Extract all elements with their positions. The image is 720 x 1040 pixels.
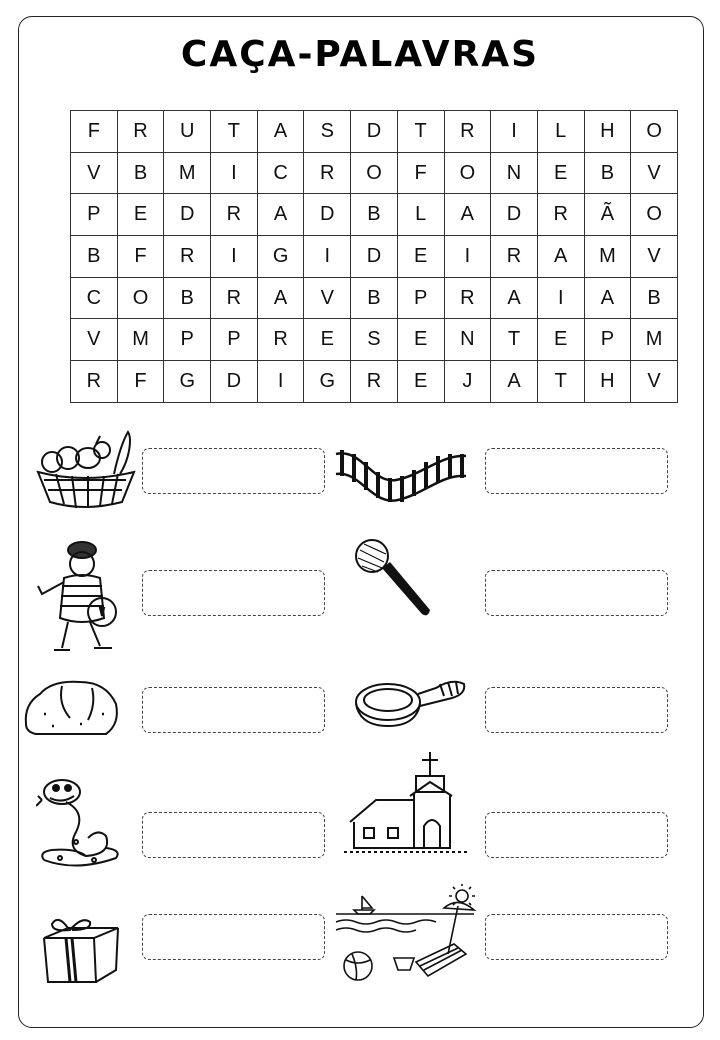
fruit-basket-icon [30, 428, 138, 514]
grid-row [71, 152, 678, 194]
answer-box-microphone[interactable] [485, 570, 668, 616]
grid-cell[interactable]: R [537, 194, 584, 236]
grid-cell[interactable]: M [631, 319, 678, 361]
grid-cell[interactable]: C [71, 277, 118, 319]
rock-icon [22, 674, 122, 738]
grid-cell[interactable]: H [584, 111, 631, 153]
grid-cell[interactable]: G [304, 361, 351, 403]
grid-cell[interactable]: B [351, 277, 398, 319]
answer-box-snake[interactable] [142, 812, 325, 858]
grid-cell[interactable]: B [351, 194, 398, 236]
church-icon [340, 748, 472, 858]
grid-row [71, 319, 678, 361]
grid-cell[interactable]: D [211, 361, 258, 403]
grid-cell[interactable]: R [491, 236, 538, 278]
answer-box-gift[interactable] [142, 914, 325, 960]
grid-cell[interactable]: A [257, 277, 304, 319]
grid-row [71, 277, 678, 319]
grid-cell[interactable]: E [537, 152, 584, 194]
grid-cell[interactable]: E [397, 319, 444, 361]
grid-cell[interactable]: Ã [584, 194, 631, 236]
beach-icon [334, 884, 478, 984]
grid-cell[interactable]: H [584, 361, 631, 403]
grid-cell[interactable]: P [71, 194, 118, 236]
grid-cell[interactable]: S [351, 319, 398, 361]
grid-cell[interactable]: D [304, 194, 351, 236]
grid-cell[interactable]: N [444, 319, 491, 361]
grid-cell[interactable]: B [117, 152, 164, 194]
grid-row [71, 194, 678, 236]
grid-cell[interactable]: L [397, 194, 444, 236]
grid-row [71, 111, 678, 153]
grid-cell[interactable]: I [304, 236, 351, 278]
grid-cell[interactable]: P [164, 319, 211, 361]
answer-box-thief[interactable] [142, 570, 325, 616]
grid-cell[interactable]: E [304, 319, 351, 361]
grid-cell[interactable]: U [164, 111, 211, 153]
grid-cell[interactable]: T [397, 111, 444, 153]
answer-box-frying-pan[interactable] [485, 687, 668, 733]
frying-pan-icon [352, 676, 468, 732]
grid-row [71, 361, 678, 403]
grid-cell[interactable]: A [491, 277, 538, 319]
grid-cell[interactable]: P [584, 319, 631, 361]
grid-cell[interactable]: R [71, 361, 118, 403]
grid-cell[interactable]: R [211, 194, 258, 236]
grid-cell[interactable]: O [631, 194, 678, 236]
grid-cell[interactable]: I [257, 361, 304, 403]
grid-cell[interactable]: A [257, 194, 304, 236]
grid-cell[interactable]: F [397, 152, 444, 194]
grid-cell[interactable]: E [397, 361, 444, 403]
thief-icon [34, 538, 120, 660]
grid-cell[interactable]: V [71, 152, 118, 194]
grid-cell[interactable]: V [631, 361, 678, 403]
answer-box-beach[interactable] [485, 914, 668, 960]
grid-cell[interactable]: R [164, 236, 211, 278]
grid-cell[interactable]: B [584, 152, 631, 194]
grid-cell[interactable]: I [537, 277, 584, 319]
grid-cell[interactable]: D [164, 194, 211, 236]
grid-cell[interactable]: F [117, 361, 164, 403]
answer-box-church[interactable] [485, 812, 668, 858]
grid-cell[interactable]: B [164, 277, 211, 319]
grid-cell[interactable]: R [444, 111, 491, 153]
grid-cell[interactable]: A [491, 361, 538, 403]
grid-cell[interactable]: A [537, 236, 584, 278]
grid-cell[interactable]: P [397, 277, 444, 319]
answer-box-railroad[interactable] [485, 448, 668, 494]
grid-cell[interactable]: S [304, 111, 351, 153]
grid-cell[interactable]: G [164, 361, 211, 403]
grid-cell[interactable]: M [117, 319, 164, 361]
grid-cell[interactable]: B [631, 277, 678, 319]
grid-cell[interactable]: I [211, 236, 258, 278]
grid-cell[interactable]: I [211, 152, 258, 194]
grid-cell[interactable]: E [397, 236, 444, 278]
railroad-track-icon [332, 444, 470, 510]
grid-cell[interactable]: M [584, 236, 631, 278]
answer-box-fruit-basket[interactable] [142, 448, 325, 494]
grid-cell[interactable]: D [351, 236, 398, 278]
grid-cell[interactable]: V [631, 152, 678, 194]
grid-cell[interactable]: R [257, 319, 304, 361]
grid-row [71, 236, 678, 278]
grid-cell[interactable]: M [164, 152, 211, 194]
grid-cell[interactable]: B [71, 236, 118, 278]
grid-cell[interactable]: R [211, 277, 258, 319]
grid-cell[interactable]: A [584, 277, 631, 319]
grid-cell[interactable]: I [491, 111, 538, 153]
grid-cell[interactable]: O [444, 152, 491, 194]
grid-cell[interactable]: O [351, 152, 398, 194]
grid-cell[interactable]: T [491, 319, 538, 361]
grid-cell[interactable]: J [444, 361, 491, 403]
word-search-grid [70, 110, 678, 403]
grid-cell[interactable]: O [631, 111, 678, 153]
grid-cell[interactable]: P [211, 319, 258, 361]
grid-cell[interactable]: A [444, 194, 491, 236]
grid-cell[interactable]: A [257, 111, 304, 153]
grid-cell[interactable]: C [257, 152, 304, 194]
grid-cell[interactable]: T [537, 361, 584, 403]
grid-cell[interactable]: R [444, 277, 491, 319]
microphone-icon [352, 536, 434, 620]
grid-cell[interactable]: R [351, 361, 398, 403]
grid-cell[interactable]: N [491, 152, 538, 194]
grid-cell[interactable]: G [257, 236, 304, 278]
answer-box-rock[interactable] [142, 687, 325, 733]
grid-cell[interactable]: E [537, 319, 584, 361]
grid-cell[interactable]: F [117, 236, 164, 278]
grid-cell[interactable]: D [491, 194, 538, 236]
grid-cell[interactable]: D [351, 111, 398, 153]
snake-icon [36, 772, 122, 876]
grid-cell[interactable]: E [117, 194, 164, 236]
grid-cell[interactable]: L [537, 111, 584, 153]
grid-cell[interactable]: R [304, 152, 351, 194]
grid-cell[interactable]: V [631, 236, 678, 278]
grid-cell[interactable]: I [444, 236, 491, 278]
grid-cell[interactable]: O [117, 277, 164, 319]
gift-box-icon [38, 914, 122, 986]
grid-cell[interactable]: T [211, 111, 258, 153]
grid-cell[interactable]: V [304, 277, 351, 319]
grid-cell[interactable]: R [117, 111, 164, 153]
grid-cell[interactable]: F [71, 111, 118, 153]
grid-cell[interactable]: V [71, 319, 118, 361]
page-title: CAÇA-PALAVRAS [180, 34, 540, 75]
